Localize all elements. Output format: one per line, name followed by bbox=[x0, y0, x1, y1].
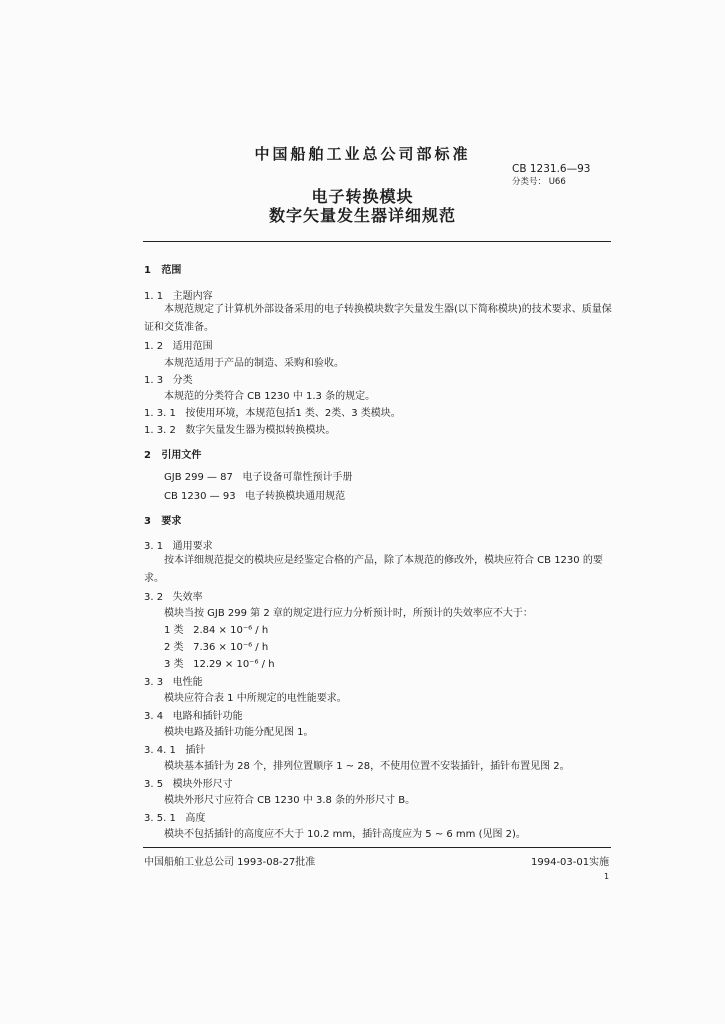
footer-divider bbox=[143, 847, 611, 848]
section-3-4-body: 模块电路及插针功能分配见图 1。 bbox=[164, 727, 314, 738]
section-title: 模块外形尺寸 bbox=[172, 779, 233, 790]
organization-heading: 中国船舶工业总公司部标准 bbox=[254, 145, 471, 163]
section-1-2-heading bbox=[144, 337, 213, 352]
page-number: 1 bbox=[604, 872, 610, 881]
section-number: 3. 1 bbox=[144, 541, 164, 552]
section-3-5-heading bbox=[144, 775, 233, 790]
section-number: 2 bbox=[144, 450, 151, 461]
section-3-5-1-heading bbox=[144, 809, 205, 824]
section-1-heading bbox=[144, 261, 181, 276]
classification-number: 分类号： U66 bbox=[512, 177, 566, 187]
section-3-1-heading bbox=[144, 537, 213, 552]
approval-date: 中国船舶工业总公司 1993-08-27批准 bbox=[144, 857, 316, 868]
section-title: 电性能 bbox=[172, 677, 203, 688]
effective-date: 1994-03-01实施 bbox=[531, 857, 610, 868]
section-title: 高度 bbox=[185, 813, 206, 824]
section-3-3-body: 模块应符合表 1 中所规定的电性能要求。 bbox=[164, 693, 347, 704]
reference-name: 电子设备可靠性预计手册 bbox=[242, 472, 353, 483]
reference-code: GJB 299 — 87 bbox=[164, 472, 233, 483]
section-3-5-1-body: 模块不包括插针的高度应不大于 10.2 mm，插针高度应为 5 ~ 6 mm (见图 2)。 bbox=[164, 829, 526, 840]
section-number: 3. 4 bbox=[144, 711, 164, 722]
section-title: 失效率 bbox=[172, 592, 203, 603]
reference-item bbox=[164, 468, 352, 483]
section-number: 1 bbox=[144, 265, 151, 276]
section-number: 3. 3 bbox=[144, 677, 164, 688]
section-1-3-heading bbox=[144, 371, 193, 386]
section-3-2-heading bbox=[144, 588, 203, 603]
section-number: 3. 2 bbox=[144, 592, 164, 603]
section-number: 1. 3. 2 bbox=[144, 425, 176, 436]
reference-item bbox=[164, 487, 345, 502]
failure-rate-item bbox=[164, 655, 275, 670]
section-text: 按使用环境，本规范包括1 类、2类、3 类模块。 bbox=[185, 408, 401, 419]
section-number: 1. 1 bbox=[144, 291, 164, 302]
section-title: 要求 bbox=[161, 516, 182, 527]
failure-rate-item bbox=[164, 621, 268, 636]
document-title-line2: 数字矢量发生器详细规范 bbox=[268, 206, 456, 225]
section-text: 数字矢量发生器为模拟转换模块。 bbox=[185, 425, 336, 436]
section-3-4-heading bbox=[144, 707, 243, 722]
class-label: 2 类 bbox=[164, 642, 184, 653]
reference-name: 电子转换模块通用规范 bbox=[245, 491, 346, 502]
section-title: 通用要求 bbox=[172, 541, 213, 552]
standard-number: CB 1231.6—93 bbox=[512, 163, 591, 175]
section-number: 3. 5 bbox=[144, 779, 164, 790]
failure-rate-item bbox=[164, 638, 268, 653]
section-3-4-1-heading bbox=[144, 741, 205, 756]
section-number: 3. 4. 1 bbox=[144, 745, 176, 756]
section-title: 适用范围 bbox=[172, 341, 213, 352]
section-number: 1. 3. 1 bbox=[144, 408, 176, 419]
section-3-4-1-body: 模块基本插针为 28 个，排列位置顺序 1 ~ 28，不使用位置不安装插针，插针布置见图 2。 bbox=[164, 761, 570, 772]
section-3-5-body: 模块外形尺寸应符合 CB 1230 中 3.8 条的外形尺寸 B。 bbox=[164, 795, 416, 806]
document-title-line1: 电子转换模块 bbox=[311, 187, 414, 206]
section-number: 3 bbox=[144, 516, 151, 527]
header-divider bbox=[143, 241, 611, 242]
section-1-3-2 bbox=[144, 421, 335, 436]
section-number: 1. 3 bbox=[144, 375, 164, 386]
section-title: 电路和插针功能 bbox=[172, 711, 243, 722]
section-3-heading bbox=[144, 512, 181, 527]
section-1-3-body: 本规范的分类符合 CB 1230 中 1.3 条的规定。 bbox=[164, 391, 376, 402]
section-title: 插针 bbox=[185, 745, 206, 756]
class-label: 3 类 bbox=[164, 659, 184, 670]
reference-code: CB 1230 — 93 bbox=[164, 491, 236, 502]
class-label: 1 类 bbox=[164, 625, 184, 636]
section-1-1-heading bbox=[144, 287, 213, 302]
section-1-3-1 bbox=[144, 404, 401, 419]
section-2-heading bbox=[144, 446, 201, 461]
section-title: 分类 bbox=[172, 375, 193, 386]
section-title: 主题内容 bbox=[172, 291, 213, 302]
section-3-2-body: 模块当按 GJB 299 第 2 章的规定进行应力分析预计时，所预计的失效率应不大于： bbox=[164, 608, 533, 619]
section-number: 1. 2 bbox=[144, 341, 164, 352]
section-title: 引用文件 bbox=[161, 450, 202, 461]
failure-rate-value: 12.29 × 10⁻⁶ / h bbox=[193, 659, 275, 670]
section-1-2-body: 本规范适用于产品的制造、采购和验收。 bbox=[164, 358, 344, 369]
section-1-1-body: 本规范规定了计算机外部设备采用的电子转换模块数字矢量发生器(以下简称模块)的技术要求、质量保证和交货准备。 bbox=[144, 304, 612, 333]
section-3-1-body: 按本详细规范提交的模块应是经鉴定合格的产品，除了本规范的修改外，模块应符合 CB 1230 的要求。 bbox=[144, 555, 603, 584]
failure-rate-value: 2.84 × 10⁻⁶ / h bbox=[193, 625, 269, 636]
failure-rate-value: 7.36 × 10⁻⁶ / h bbox=[193, 642, 269, 653]
section-3-3-heading bbox=[144, 673, 203, 688]
section-title: 范围 bbox=[161, 265, 182, 276]
section-number: 3. 5. 1 bbox=[144, 813, 176, 824]
